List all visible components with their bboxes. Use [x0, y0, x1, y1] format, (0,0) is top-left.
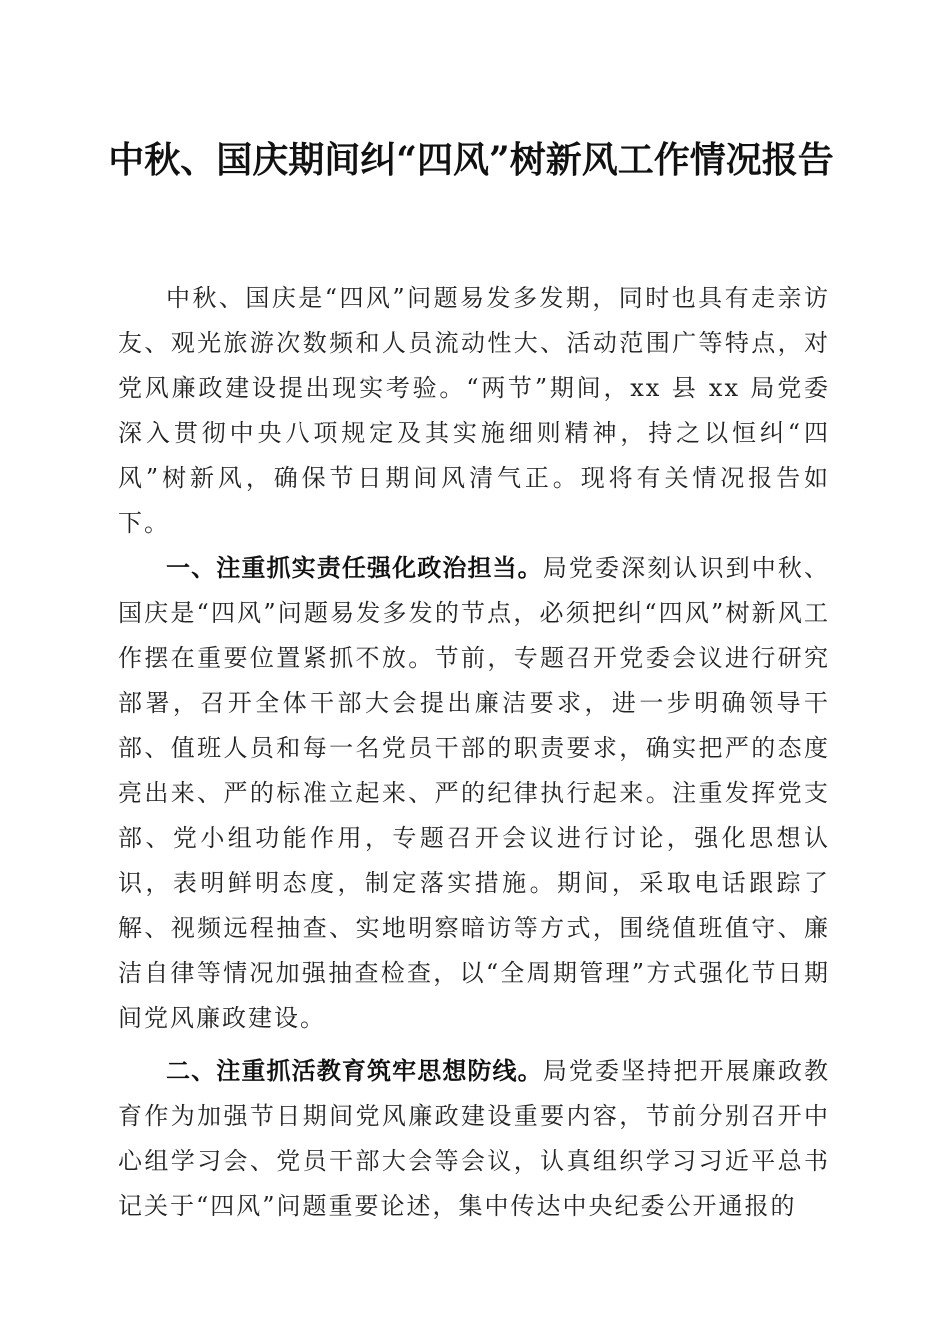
section-paragraph-2	[118, 1049, 830, 1229]
intro-paragraph: 中秋、国庆是“四风”问题易发多发期，同时也具有走亲访友、观光旅游次数频和人员流动性大、活动范围广等特点，对党风廉政建设提出现实考验。“两节”期间，xx 县 xx 局党委深入贯彻中央八项规定及其实施细则精神，持之以恒纠“四风”树新风，确保节日期间风清气正。现将有关情况报告如下。	[118, 284, 830, 537]
section-paragraph-1	[118, 546, 830, 1041]
section-heading-2: 二、注重抓活教育筑牢思想防线。	[166, 1057, 543, 1085]
section-heading-1: 一、注重抓实责任强化政治担当。	[166, 554, 543, 582]
section-text-1: 局党委深刻认识到中秋、国庆是“四风”问题易发多发的节点，必须把纠“四风”树新风工作摆在重要位置紧抓不放。节前，专题召开党委会议进行研究部署，召开全体干部大会提出廉洁要求，进一步明确领导干部、值班人员和每一名党员干部的职责要求，确实把严的态度亮出来、严的标准立起来、严的纪律执行起来。注重发挥党支部、党小组功能作用，专题召开会议进行讨论，强化思想认识，表明鲜明态度，制定落实措施。期间，采取电话跟踪了解、视频远程抽查、实地明察暗访等方式，围绕值班值守、廉洁自律等情况加强抽查检查，以“全周期管理”方式强化节日期间党风廉政建设。	[118, 554, 831, 1032]
document-title: 中秋、国庆期间纠“四风”树新风工作情况报告	[108, 139, 834, 181]
section-text-2: 局党委坚持把开展廉政教育作为加强节日期间党风廉政建设重要内容，节前分别召开中心组学习会、党员干部大会等会议，认真组织学习习近平总书记关于“四风”问题重要论述，集中传达中央纪委公开通报的	[118, 1057, 831, 1220]
document-body	[118, 276, 830, 1229]
